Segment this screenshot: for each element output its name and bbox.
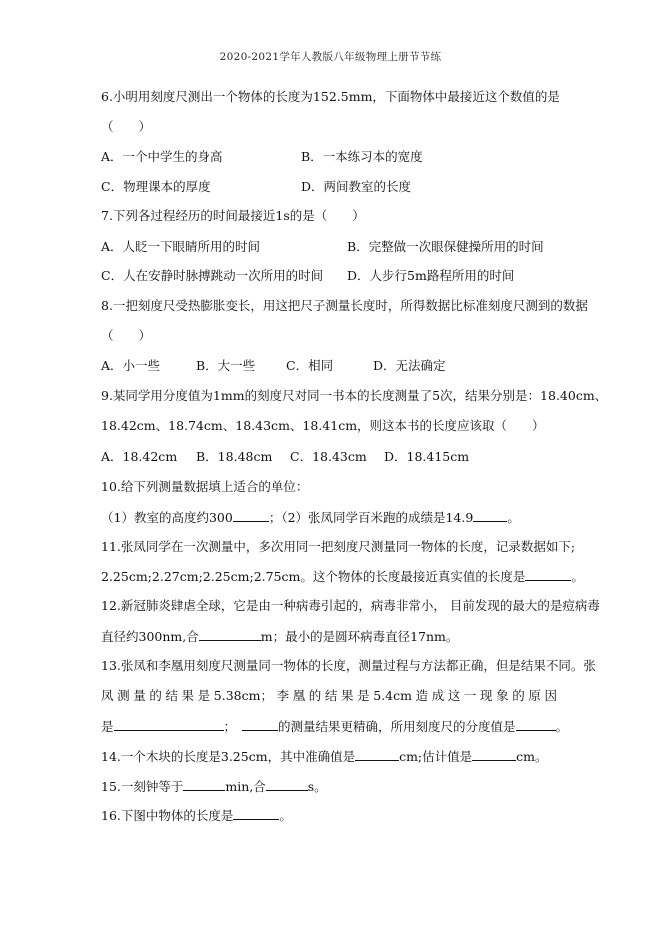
- q8-stem: 8.一把刻度尺受热膨胀变长，用这把尺子测量长度时，所得数据比标准刻度尺测到的数据: [101, 298, 588, 313]
- q13-blank-3[interactable]: [516, 718, 556, 731]
- q7-option-c: C．人在安静时脉搏跳动一次所用的时间: [101, 268, 324, 283]
- q14-line: [101, 748, 548, 765]
- q10-stem: 10.给下列测量数据填上适合的单位：: [101, 479, 309, 494]
- q15-line: [101, 778, 327, 795]
- q8-option-c: C．相同: [286, 358, 334, 373]
- q10-blank-2[interactable]: [473, 509, 507, 522]
- q11-line2: [101, 568, 584, 585]
- q13-blank-1[interactable]: [114, 718, 224, 731]
- q9-stem: 9.某同学用分度值为1mm的刻度尺对同一书本的长度测量了5次，结果分别是：18.40cm、: [101, 388, 608, 403]
- q15-text-c: s。: [307, 779, 327, 794]
- q12-line2-end: m；最小的是圆环病毒直径17nm。: [260, 629, 459, 644]
- q10-part2: ；（2）张凤同学百米跑的成绩是14.9: [268, 510, 474, 525]
- q12-line2-text: 直径约300nm,合: [101, 629, 199, 644]
- q10-part1: （1）教室的高度约300: [101, 510, 233, 525]
- q7-stem: 7.下列各过程经历的时间最接近1s的是（ ）: [101, 208, 365, 223]
- q13-line3-mid: 的测量结果更精确，所用刻度尺的分度值是: [278, 719, 516, 734]
- q12-blank[interactable]: [199, 628, 261, 641]
- q15-blank-2[interactable]: [266, 778, 308, 791]
- q9-option-a: A．18.42cm: [101, 449, 178, 464]
- q11-stem: 11.张凤同学在一次测量中，多次用同一把刻度尺测量同一物体的长度，记录数据如下;: [101, 539, 576, 554]
- q16-line: [101, 807, 292, 824]
- q14-text-c: cm。: [516, 749, 548, 764]
- q6-option-d: D．两间教室的长度: [301, 179, 412, 194]
- q6-stem: 6.小明用刻度尺测出一个物体的长度为152.5mm，下面物体中最接近这个数值的是: [101, 89, 560, 104]
- q16-text-b: 。: [279, 808, 292, 823]
- q7-option-b: B．完整做一次眼保健操所用的时间: [347, 239, 544, 254]
- q8-option-d: D．无法确定: [373, 358, 446, 373]
- q8-option-a: A．小一些: [101, 358, 161, 373]
- q14-blank-2[interactable]: [472, 748, 516, 761]
- q14-text-b: cm;估计值是: [399, 749, 473, 764]
- q11-blank[interactable]: [525, 568, 571, 581]
- q11-line2-end: 。: [571, 569, 584, 584]
- q10-parts: [101, 509, 520, 526]
- q9-option-b: B．18.48cm: [196, 449, 273, 464]
- q13-line2: 凤测量的结果是5.38cm；李凰的结果是5.4cm造成这一现象的原因: [101, 688, 557, 703]
- q8-paren: （ ）: [101, 328, 152, 343]
- q13-blank-2[interactable]: [242, 718, 278, 731]
- q11-line2-text: 2.25cm;2.27cm;2.25cm;2.75cm。这个物体的长度最接近真实值的长度是: [101, 569, 526, 584]
- q16-blank[interactable]: [233, 807, 279, 820]
- q13-line3-sep: ；: [223, 719, 237, 734]
- q15-text-a: 15.一刻钟等于: [101, 779, 184, 794]
- q8-option-b: B．大一些: [196, 358, 256, 373]
- q6-option-c: C．物理课本的厚度: [101, 179, 211, 194]
- q6-paren: （ ）: [101, 119, 152, 134]
- q12-line2: [101, 628, 458, 645]
- q15-text-b: min,合: [225, 779, 266, 794]
- q10-blank-1[interactable]: [233, 509, 269, 522]
- q6-option-a: A．一个中学生的身高: [101, 149, 223, 164]
- q13-line3: [101, 718, 568, 735]
- q7-option-a: A．人眨一下眼睛所用的时间: [101, 239, 261, 254]
- q16-text-a: 16.下图中物体的长度是: [101, 808, 234, 823]
- q9-option-c: C．18.43cm: [290, 449, 367, 464]
- q10-part3: 。: [507, 510, 520, 525]
- q15-blank-1[interactable]: [183, 778, 225, 791]
- q9-stem-line2: 18.42cm、18.74cm、18.43cm、18.41cm，则这本书的长度应该取（ ）: [101, 418, 545, 433]
- q13-line3-start: 是: [101, 719, 114, 734]
- q14-blank-1[interactable]: [355, 748, 399, 761]
- q7-option-d: D．人步行5m路程所用的时间: [347, 268, 515, 283]
- page-header: 2020-2021学年人教版八年级物理上册节节练: [219, 51, 442, 63]
- q13-line3-end: 。: [555, 719, 569, 734]
- q12-stem: 12.新冠肺炎肆虐全球，它是由一种病毒引起的，病毒非常小， 目前发现的最大的是痘病毒: [101, 598, 600, 613]
- q6-option-b: B．一本练习本的宽度: [301, 149, 423, 164]
- q9-option-d: D．18.415cm: [384, 449, 470, 464]
- q13-stem: 13.张凤和李凰用刻度尺测量同一物体的长度，测量过程与方法都正确，但是结果不同。张: [101, 658, 596, 673]
- q14-text-a: 14.一个木块的长度是3.25cm，其中准确值是: [101, 749, 356, 764]
